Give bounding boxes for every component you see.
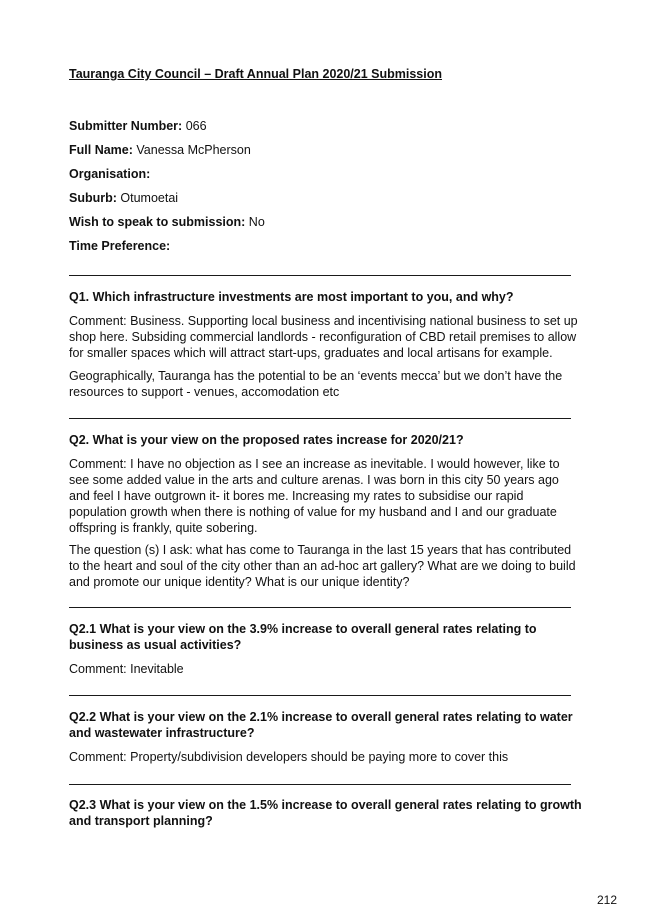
- suburb-value: Otumoetai: [120, 191, 179, 205]
- q2-comment: Comment: I have no objection as I see an increase as inevitable. I would however, like to see some added value in the arts and culture arenas. I was born in this city 50 years ago and feel I have outgrown it- it bores me. Increasing my rates to subsidise our rapid population growth when there is nothing of value for my husband and I and our graduate offspring is frankly, quite sobering.: [69, 457, 560, 535]
- submitter-number-label: Submitter Number:: [69, 119, 183, 133]
- full-name-value: Vanessa McPherson: [136, 143, 251, 157]
- q1-comment-continued: Geographically, Tauranga has the potential to be an ‘events mecca’ but we don’t have the resources to support - venues, accomodation etc: [69, 369, 563, 399]
- full-name-label: Full Name:: [69, 143, 133, 157]
- section-divider: [69, 784, 571, 785]
- question-q2-2: Q2.2 What is your view on the 2.1% increase to overall general rates relating to water and wastewater infrastructure?: [69, 710, 573, 740]
- time-preference-label: Time Preference:: [69, 239, 171, 253]
- suburb-label: Suburb:: [69, 191, 117, 205]
- suburb-field: [69, 191, 178, 205]
- q2-1-comment: Comment: Inevitable: [69, 662, 184, 676]
- page-title: Tauranga City Council – Draft Annual Plan 2020/21 Submission: [69, 67, 443, 81]
- question-q2-1: Q2.1 What is your view on the 3.9% increase to overall general rates relating to business as usual activities?: [69, 622, 537, 652]
- section-divider: [69, 418, 571, 419]
- section-divider: [69, 607, 571, 608]
- speak-to-submission-label: Wish to speak to submission:: [69, 215, 246, 229]
- organisation-label: Organisation:: [69, 167, 151, 181]
- time-preference-field: [69, 239, 170, 253]
- organisation-field: [69, 167, 150, 181]
- speak-to-submission-value: No: [248, 215, 265, 229]
- page-number: 212: [597, 893, 618, 907]
- submitter-number-field: [69, 119, 207, 133]
- q2-comment-continued: The question (s) I ask: what has come to Tauranga in the last 15 years that has contributed to the heart and soul of the city other than an ad-hoc art gallery? What are we doing to build and promote our unique identity? What is our unique identity?: [69, 543, 576, 589]
- section-divider: [69, 695, 571, 696]
- question-q1: Q1. Which infrastructure investments are most important to you, and why?: [69, 290, 514, 304]
- q2-2-comment: Comment: Property/subdivision developers should be paying more to cover this: [69, 750, 509, 764]
- question-q2-3: Q2.3 What is your view on the 1.5% increase to overall general rates relating to growth and transport planning?: [69, 798, 582, 828]
- full-name-field: [69, 143, 251, 157]
- question-q2: Q2. What is your view on the proposed rates increase for 2020/21?: [69, 433, 464, 447]
- section-divider: [69, 275, 571, 276]
- submitter-number-value: 066: [185, 119, 207, 133]
- speak-to-submission-field: [69, 215, 265, 229]
- q1-comment: Comment: Business. Supporting local business and incentivising national business to set up shop here. Subsiding commercial landlords - reconfiguration of CBD retail premises to allow for smaller spaces which will attract start-ups, graduates and local artisans for example.: [69, 314, 578, 360]
